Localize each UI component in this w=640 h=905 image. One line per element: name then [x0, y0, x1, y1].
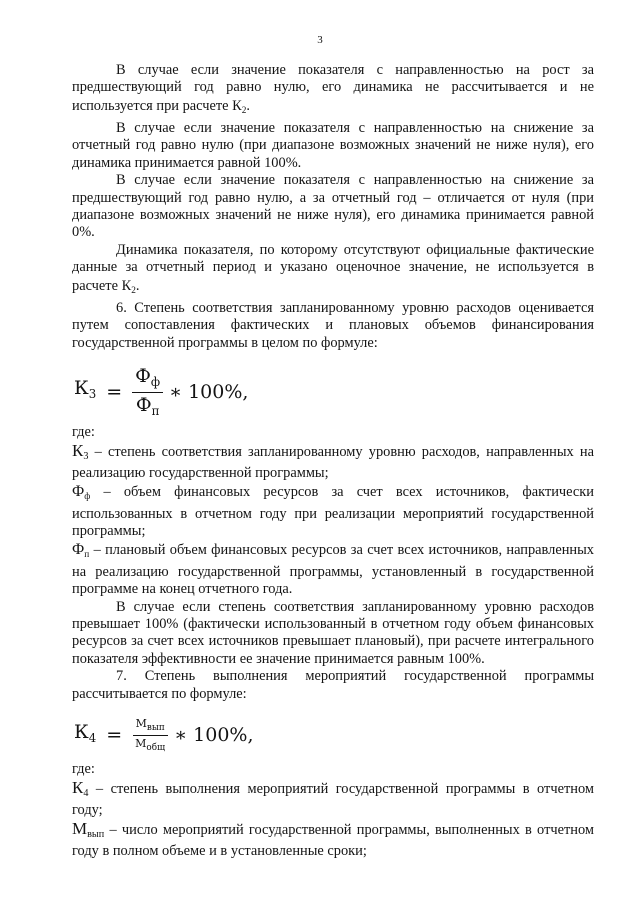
definition-k4: $К_4$ – степень выполнения мероприятий государственной программы в отчетном году; — [72, 777, 594, 819]
formula-k4-fraction — [132, 718, 168, 753]
paragraph-decrease-zero-previous: В случае если значение показателя с направленностью на снижение за предшествующий год равно нулю, а за отчетный год – отличается от нуля (при диапазоне возможных значений не ниже нуля), его динамика принимается равной 0%. — [72, 172, 594, 241]
formula-k3 — [74, 366, 594, 418]
formula-k3-multiplier: ∗ 100%, — [169, 380, 249, 403]
paragraph-exceeds-100: В случае если степень соответствия запланированному уровню расходов превышает 100% (фактически использованный в отчетном году объем финансовых ресурсов за счет всех источников превышает плановый), при расчете интегрального показателя эффективности ее значение принимается равным 100%. — [72, 598, 594, 667]
formula-k3-numerator: $Ф_ф$ — [132, 366, 163, 393]
formula-k4-lhs: $К_4$ — [74, 721, 97, 746]
formula-k4-equals: = — [106, 724, 123, 747]
definition-phi-f: $Ф_ф$ – объем финансовых ресурсов за счет всех источников, фактически использованных в отчетном году при реализации мероприятий государственной программы; — [72, 482, 594, 540]
paragraph-decrease-zero-report: В случае если значение показателя с направленностью на снижение за отчетный год равно нулю (при диапазоне возможных значений не ниже нуля), его динамика принимается равной 100%. — [72, 120, 594, 171]
where-label-2: где: — [72, 761, 95, 778]
formula-k4-multiplier: ∗ 100%, — [174, 724, 254, 747]
document-body — [72, 62, 594, 861]
formula-k4-numerator: $М_{вып}$ — [133, 718, 168, 736]
paragraph-estimated-value: Динамика показателя, по которому отсутствуют официальные фактические данные за отчетный период и указано оценочное значение, не используется в расчете $К_2$. — [72, 241, 594, 296]
paragraph-section-6: 6. Степень соответствия запланированному уровню расходов оценивается путем сопоставления фактических и плановых объемов финансирования государственной программы в целом по формуле: — [72, 299, 594, 351]
formula-k3-lhs: $К_3$ — [74, 377, 97, 402]
definition-phi-p: $Ф_п$ – плановый объем финансовых ресурсов за счет всех источников, направленных на реализацию государственной программы, установленный в государственной программе на конец отчетного года. — [72, 540, 594, 598]
definition-m-vyp: $М_{вып}$ – число мероприятий государственной программы, выполненных в отчетном году в полном объеме и в установленные сроки; — [72, 818, 594, 860]
formula-k3-fraction — [132, 366, 163, 418]
definition-k3: $К_3$ – степень соответствия запланированному уровню расходов, направленных на реализацию государственной программы; — [72, 440, 594, 482]
page-number: 3 — [317, 34, 323, 46]
formula-k3-denominator: $Ф_п$ — [135, 393, 160, 418]
formula-k4 — [74, 718, 594, 753]
formula-k4-denominator: $М_{общ}$ — [135, 737, 166, 754]
paragraph-growth-zero: В случае если значение показателя с направленностью на рост за предшествующий год равно нулю, его динамика не рассчитывается и не используется при расчете $К_2$. — [72, 62, 594, 116]
formula-k3-equals: = — [106, 380, 123, 403]
paragraph-section-7: 7. Степень выполнения мероприятий государственной программы рассчитывается по формуле: — [72, 668, 594, 702]
where-label-1: где: — [72, 424, 95, 441]
